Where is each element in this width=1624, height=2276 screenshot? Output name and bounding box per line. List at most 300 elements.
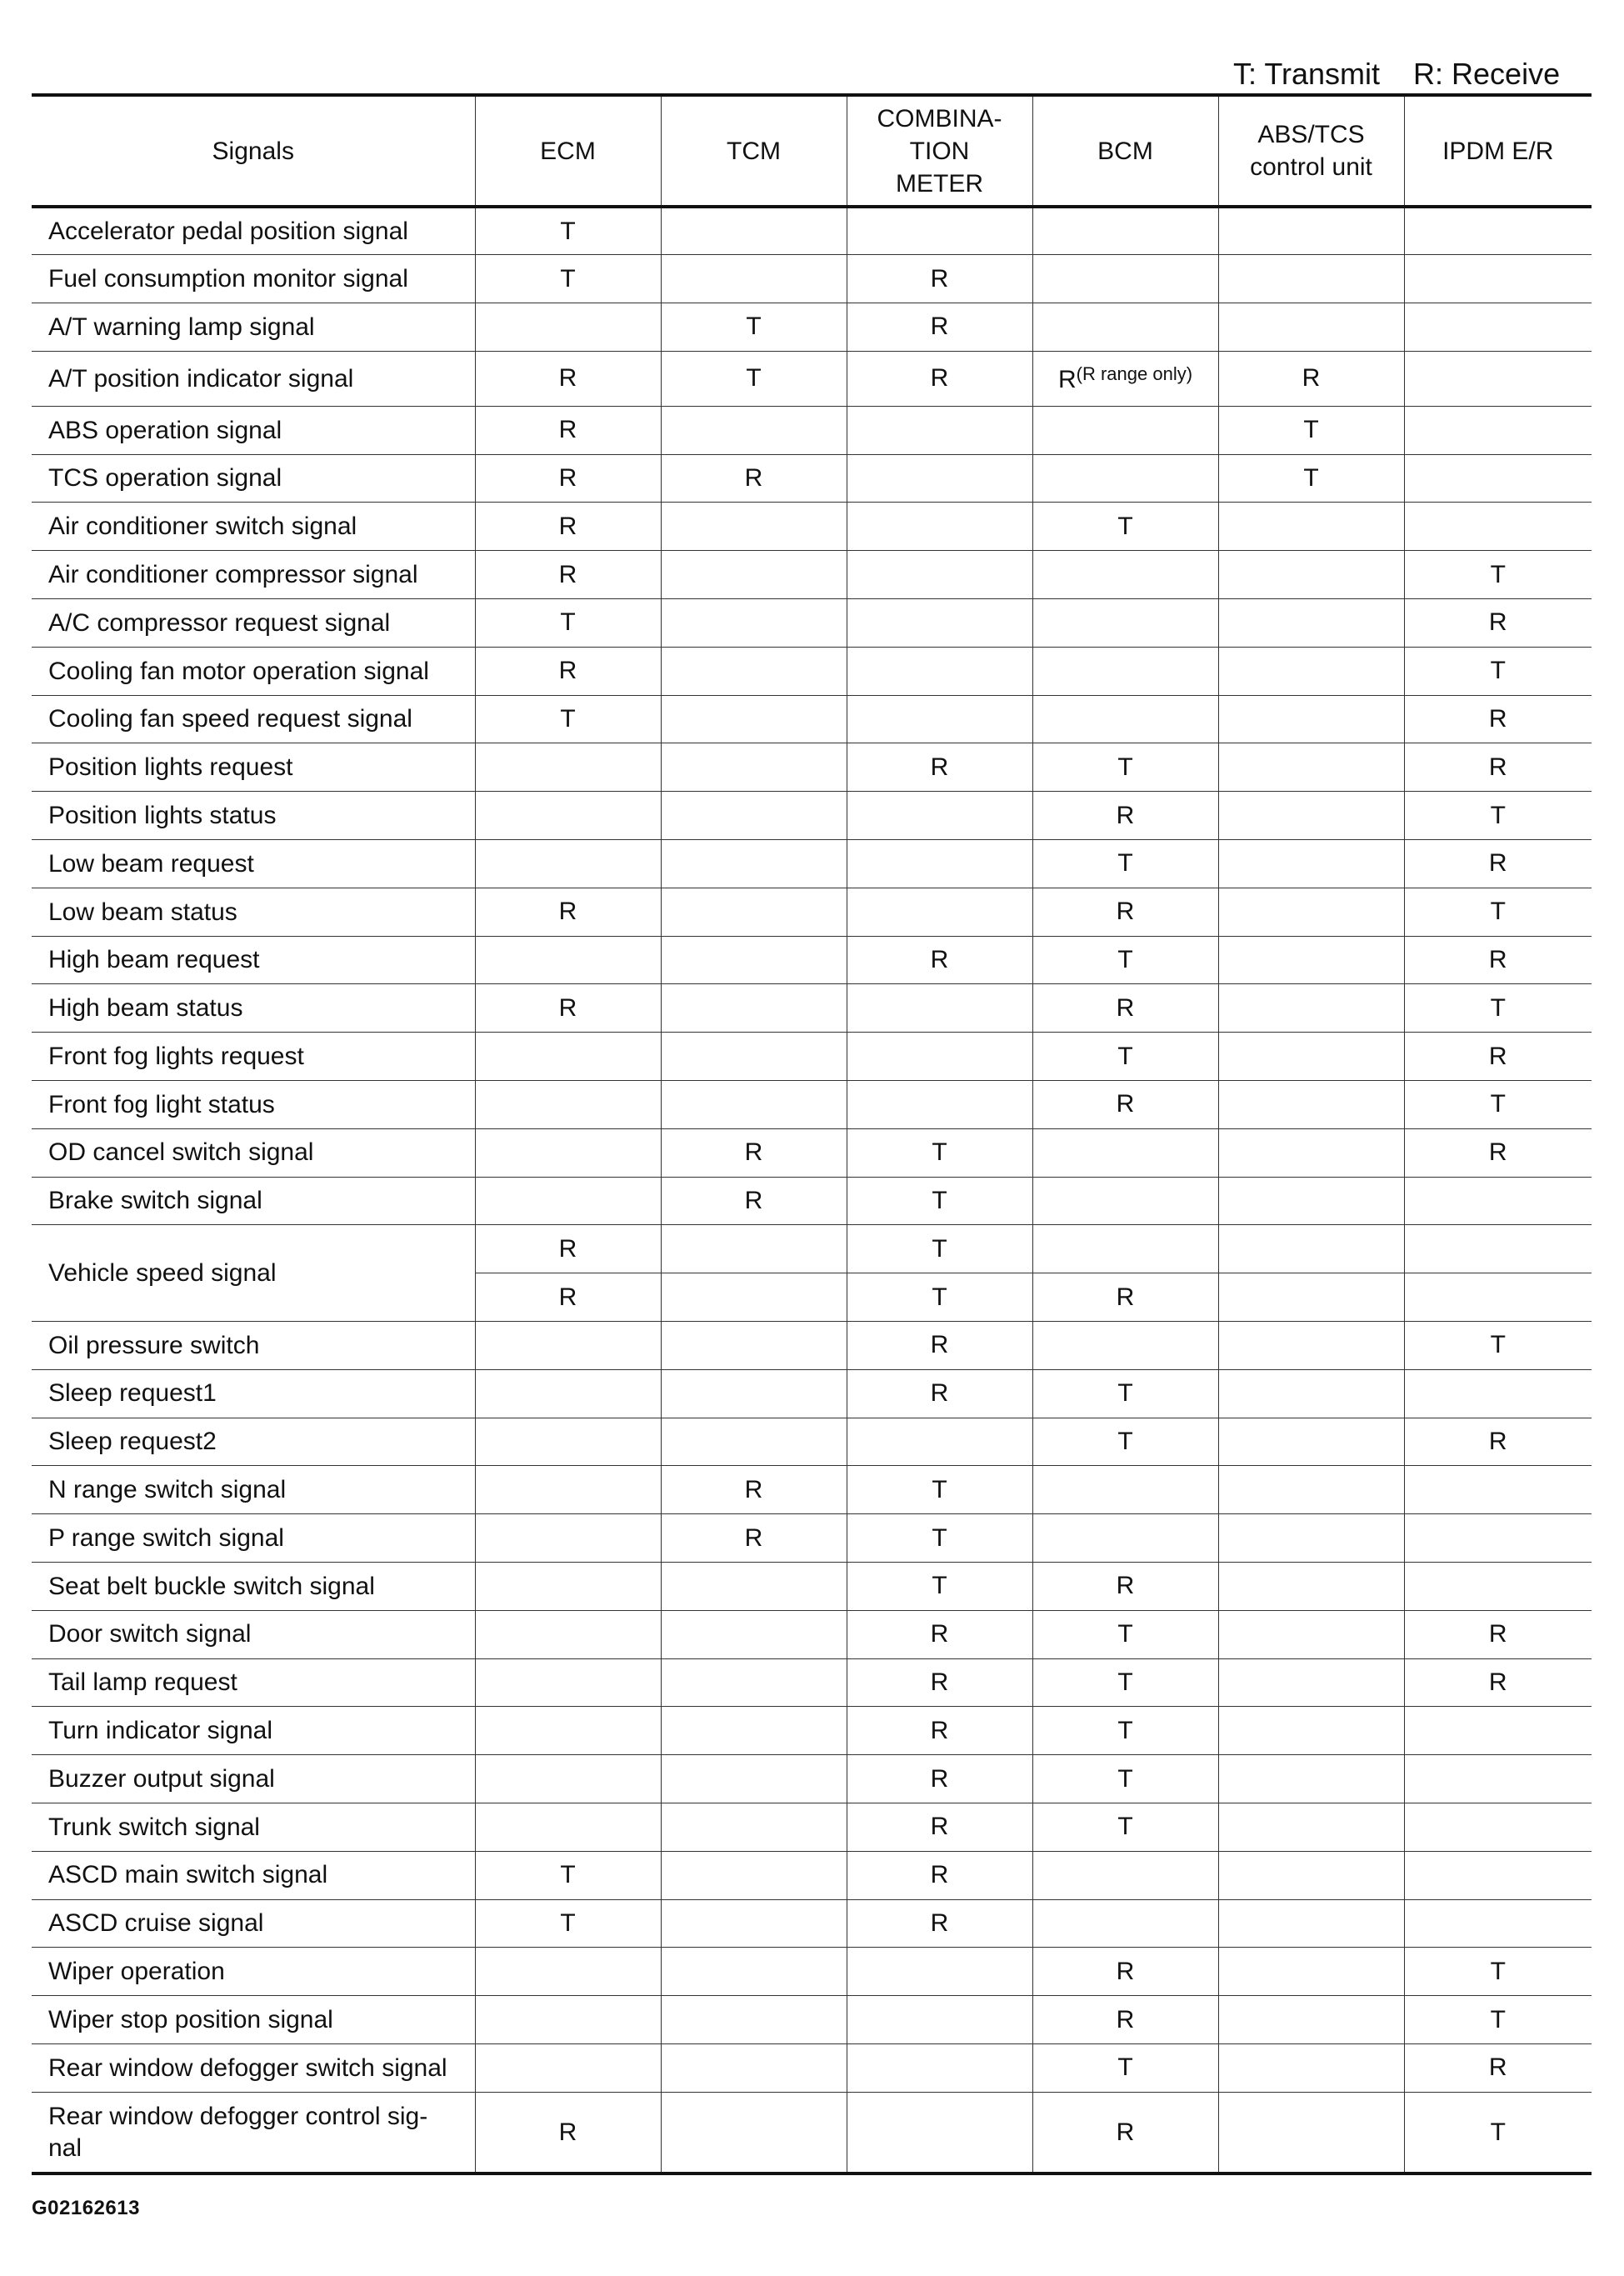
table-row xyxy=(32,647,1592,695)
signal-cell xyxy=(847,207,1032,255)
signal-cell xyxy=(475,840,661,888)
signal-cell xyxy=(1218,351,1404,406)
signal-cell xyxy=(475,1851,661,1899)
signal-name xyxy=(32,888,475,936)
signal-cell xyxy=(1032,1563,1218,1611)
signal-cell xyxy=(1404,255,1592,303)
signal-direction: R xyxy=(930,264,949,293)
signal-direction: T xyxy=(1490,1090,1506,1118)
signal-cell xyxy=(1032,743,1218,792)
signal-cell xyxy=(1032,255,1218,303)
signal-cell xyxy=(1218,1128,1404,1177)
table-row xyxy=(32,1177,1592,1225)
signal-cell xyxy=(1032,303,1218,352)
header-unit xyxy=(1218,95,1404,207)
signal-cell xyxy=(847,303,1032,352)
table-row xyxy=(32,1899,1592,1948)
signal-name xyxy=(32,1948,475,1996)
signal-direction: R xyxy=(1488,705,1507,733)
signal-direction: R xyxy=(1116,1572,1135,1600)
signal-cell xyxy=(661,1996,847,2044)
table-row xyxy=(32,1081,1592,1129)
signal-cell xyxy=(475,1514,661,1563)
signal-cell xyxy=(661,1033,847,1081)
signal-name-line: High beam status xyxy=(48,994,243,1023)
signal-cell xyxy=(847,792,1032,840)
header-unit-line: BCM xyxy=(1097,137,1153,165)
signal-name xyxy=(32,792,475,840)
signal-name-line: Wiper operation xyxy=(48,1958,225,1986)
signal-cell xyxy=(1218,454,1404,503)
signal-name xyxy=(32,1369,475,1418)
signal-cell xyxy=(1404,1610,1592,1658)
signal-name xyxy=(32,1466,475,1514)
table-row xyxy=(32,1225,1592,1273)
signal-name xyxy=(32,1803,475,1852)
signal-cell xyxy=(1404,1273,1592,1322)
signal-cell xyxy=(661,1514,847,1563)
signal-direction: T xyxy=(560,705,576,733)
signal-direction: R xyxy=(558,1234,577,1263)
signal-cell xyxy=(475,647,661,695)
signal-name xyxy=(32,406,475,454)
signal-cell xyxy=(1404,888,1592,936)
signal-cell xyxy=(847,1466,1032,1514)
signal-cell xyxy=(661,840,847,888)
signal-name xyxy=(32,1081,475,1129)
signal-cell xyxy=(1032,647,1218,695)
signal-cell xyxy=(847,1128,1032,1177)
signal-direction: R xyxy=(930,753,949,781)
signal-cell xyxy=(661,207,847,255)
signal-cell xyxy=(1032,1996,1218,2044)
signal-cell xyxy=(475,2043,661,2092)
signal-name xyxy=(32,1996,475,2044)
signal-cell xyxy=(661,1658,847,1707)
signal-cell xyxy=(475,1466,661,1514)
signal-cell xyxy=(1404,1948,1592,1996)
signal-cell xyxy=(847,454,1032,503)
signal-direction: R xyxy=(1488,753,1507,781)
signal-name-line: OD cancel switch signal xyxy=(48,1138,314,1167)
signal-cell xyxy=(1032,1322,1218,1370)
signal-direction: R xyxy=(558,512,577,540)
signal-cell xyxy=(661,1369,847,1418)
signal-cell xyxy=(475,406,661,454)
signal-cell xyxy=(661,1081,847,1129)
signal-direction: R xyxy=(1116,801,1135,829)
signal-cell xyxy=(661,647,847,695)
signal-direction: T xyxy=(932,1234,947,1263)
signal-note: (R range only) xyxy=(1076,363,1193,384)
signal-direction: T xyxy=(1117,1764,1133,1793)
signal-cell xyxy=(475,743,661,792)
signal-cell xyxy=(847,1803,1032,1852)
signal-cell xyxy=(1218,1948,1404,1996)
signal-name xyxy=(32,1851,475,1899)
signal-direction: T xyxy=(746,364,762,393)
signal-direction: R xyxy=(744,1138,763,1167)
signal-direction: R xyxy=(930,1620,949,1648)
signal-direction: R xyxy=(1116,1090,1135,1118)
signal-direction: R xyxy=(1488,1138,1507,1167)
signal-cell xyxy=(1404,1803,1592,1852)
header-unit-line: METER xyxy=(896,169,983,198)
signal-cell xyxy=(1218,2092,1404,2173)
signal-cell xyxy=(847,647,1032,695)
table-row xyxy=(32,551,1592,599)
signal-cell xyxy=(847,1851,1032,1899)
signal-name xyxy=(32,695,475,743)
signal-name-line: Position lights status xyxy=(48,801,277,829)
table-row xyxy=(32,303,1592,352)
signal-direction: R xyxy=(558,1283,577,1311)
signal-cell xyxy=(661,2043,847,2092)
table-row xyxy=(32,406,1592,454)
signal-cell xyxy=(475,599,661,648)
header-unit-line: TION xyxy=(909,137,970,165)
signal-name-line: Cooling fan speed request signal xyxy=(48,705,412,733)
signal-direction: R xyxy=(558,898,577,926)
signal-direction: T xyxy=(1117,1379,1133,1408)
signal-name-line: TCS operation signal xyxy=(48,464,282,493)
signal-direction: R xyxy=(1488,946,1507,974)
header-signals: Signals xyxy=(32,95,475,207)
signal-cell xyxy=(1404,1033,1592,1081)
signal-name-line: Front fog lights request xyxy=(48,1042,304,1070)
signal-name-line: Rear window defogger control sig- xyxy=(48,2103,428,2131)
signal-cell xyxy=(847,1755,1032,1803)
signal-cell xyxy=(1404,207,1592,255)
signal-cell xyxy=(1404,1369,1592,1418)
signal-cell xyxy=(1404,1851,1592,1899)
signal-cell xyxy=(475,695,661,743)
signal-name xyxy=(32,1563,475,1611)
signal-cell xyxy=(847,1225,1032,1273)
signal-direction: R xyxy=(930,1861,949,1889)
signal-cell xyxy=(1404,1707,1592,1755)
signal-cell xyxy=(475,255,661,303)
signal-cell xyxy=(475,551,661,599)
signal-name-line: P range switch signal xyxy=(48,1523,284,1552)
signal-cell xyxy=(1032,1466,1218,1514)
signal-cell xyxy=(1404,936,1592,984)
signal-cell xyxy=(475,1658,661,1707)
signal-direction: R xyxy=(1488,2053,1507,2082)
signal-cell xyxy=(1032,1369,1218,1418)
signal-cell xyxy=(1032,1177,1218,1225)
signal-direction: R xyxy=(744,1187,763,1215)
signal-name-line: Tail lamp request xyxy=(48,1668,237,1697)
signal-cell xyxy=(1218,551,1404,599)
signal-cell xyxy=(1404,1755,1592,1803)
signal-cell xyxy=(661,599,847,648)
signal-cell xyxy=(847,1948,1032,1996)
signal-direction: R xyxy=(1488,1428,1507,1456)
signal-cell xyxy=(1218,303,1404,352)
signal-cell xyxy=(1218,1466,1404,1514)
signal-cell xyxy=(1404,1177,1592,1225)
signal-cell xyxy=(1032,1418,1218,1466)
signal-cell xyxy=(661,743,847,792)
signal-name xyxy=(32,303,475,352)
signal-cell xyxy=(1404,1899,1592,1948)
signal-name xyxy=(32,503,475,551)
signal-direction: R xyxy=(930,1716,949,1744)
table-row xyxy=(32,255,1592,303)
signal-cell xyxy=(847,743,1032,792)
signal-direction: R xyxy=(1302,364,1321,393)
signal-cell xyxy=(847,255,1032,303)
signal-direction: R xyxy=(930,364,949,393)
signal-direction: R xyxy=(1116,2118,1135,2146)
signal-cell xyxy=(1218,1899,1404,1948)
table-row xyxy=(32,936,1592,984)
signal-direction: T xyxy=(1490,657,1506,685)
signal-cell xyxy=(1218,1851,1404,1899)
signal-cell xyxy=(475,1225,661,1273)
table-row xyxy=(32,1948,1592,1996)
signal-cell xyxy=(847,551,1032,599)
signal-cell xyxy=(661,1225,847,1273)
signal-cell xyxy=(1032,2043,1218,2092)
signal-cell xyxy=(1404,840,1592,888)
signal-cell xyxy=(847,1369,1032,1418)
signal-cell xyxy=(847,1996,1032,2044)
signal-cell xyxy=(1032,1514,1218,1563)
signal-cell xyxy=(847,695,1032,743)
signal-cell xyxy=(1218,1225,1404,1273)
signal-direction: R xyxy=(930,1813,949,1841)
signal-cell xyxy=(475,1033,661,1081)
signal-direction: T xyxy=(932,1187,947,1215)
table-row xyxy=(32,351,1592,406)
signal-direction: R xyxy=(1488,849,1507,878)
table-row xyxy=(32,840,1592,888)
signal-cell xyxy=(475,1899,661,1948)
signal-cell xyxy=(847,888,1032,936)
signal-cell xyxy=(661,1273,847,1322)
table-row xyxy=(32,1563,1592,1611)
signal-cell xyxy=(661,984,847,1033)
signal-cell xyxy=(847,351,1032,406)
signal-name xyxy=(32,936,475,984)
signal-cell xyxy=(1218,1563,1404,1611)
signal-cell xyxy=(661,1322,847,1370)
signal-cell xyxy=(661,406,847,454)
signal-direction: T xyxy=(1117,849,1133,878)
signal-cell xyxy=(847,2092,1032,2173)
signal-direction: T xyxy=(1117,512,1133,540)
signal-cell xyxy=(661,454,847,503)
signal-direction: T xyxy=(560,264,576,293)
signal-cell xyxy=(475,1803,661,1852)
signal-direction: T xyxy=(1303,416,1319,444)
signal-cell xyxy=(1218,2043,1404,2092)
signal-direction: T xyxy=(1117,1428,1133,1456)
legend xyxy=(1233,57,1583,93)
signal-cell xyxy=(1032,1755,1218,1803)
signal-cell xyxy=(475,351,661,406)
signal-direction: R xyxy=(930,1668,949,1696)
signal-cell xyxy=(847,1514,1032,1563)
signal-cell xyxy=(661,1610,847,1658)
signal-name-line: Accelerator pedal position signal xyxy=(48,217,408,245)
signal-direction: T xyxy=(1303,464,1319,493)
signal-cell xyxy=(661,1177,847,1225)
signal-name xyxy=(32,351,475,406)
signal-name-line: Turn indicator signal xyxy=(48,1717,273,1745)
table-row xyxy=(32,1466,1592,1514)
signal-name xyxy=(32,1658,475,1707)
table-body xyxy=(32,207,1592,2173)
signal-cell xyxy=(1218,1658,1404,1707)
signal-name-line: Rear window defogger switch signal xyxy=(48,2053,447,2082)
signal-cell xyxy=(1032,454,1218,503)
signal-direction: R xyxy=(744,1475,763,1503)
signal-cell xyxy=(1404,647,1592,695)
header-unit-line: IPDM E/R xyxy=(1442,137,1554,165)
signal-direction: T xyxy=(1490,560,1506,588)
signal-name-line: A/C compressor request signal xyxy=(48,608,391,637)
signal-cell xyxy=(661,1563,847,1611)
table-row xyxy=(32,1418,1592,1466)
signal-name-line: Trunk switch signal xyxy=(48,1813,260,1841)
signal-direction: R xyxy=(1488,1042,1507,1070)
signal-cell xyxy=(847,406,1032,454)
signal-direction: T xyxy=(560,1861,576,1889)
signal-cell xyxy=(847,1177,1032,1225)
signal-cell xyxy=(1032,207,1218,255)
signal-cell xyxy=(847,2043,1032,2092)
signal-direction: R xyxy=(930,1764,949,1793)
signal-direction: R xyxy=(558,657,577,685)
signal-cell xyxy=(661,1851,847,1899)
signal-cell xyxy=(475,1707,661,1755)
signal-cell xyxy=(1404,743,1592,792)
signal-cell xyxy=(1404,351,1592,406)
signal-cell xyxy=(475,936,661,984)
signal-cell xyxy=(661,1803,847,1852)
signal-name-line: Brake switch signal xyxy=(48,1187,262,1215)
signal-cell xyxy=(661,1418,847,1466)
signal-name-line: Sleep request2 xyxy=(48,1428,217,1456)
signal-cell xyxy=(1218,1322,1404,1370)
signal-cell xyxy=(475,1610,661,1658)
signal-name xyxy=(32,1177,475,1225)
figure-id: G02162613 xyxy=(32,2197,140,2219)
signal-cell xyxy=(475,1948,661,1996)
signal-cell xyxy=(1404,454,1592,503)
header-unit xyxy=(1032,95,1218,207)
signal-name xyxy=(32,255,475,303)
signal-cell xyxy=(1032,792,1218,840)
signal-name xyxy=(32,2092,475,2173)
header-unit-line: COMBINA- xyxy=(877,104,1002,133)
signal-name-line: Low beam request xyxy=(48,849,254,878)
signal-direction: T xyxy=(560,1908,576,1937)
signal-name-line: A/T position indicator signal xyxy=(48,364,354,393)
signal-cell xyxy=(1218,1273,1404,1322)
signal-cell xyxy=(475,1369,661,1418)
signal-direction: R xyxy=(1116,1283,1135,1311)
table-header xyxy=(32,95,1592,207)
signal-cell xyxy=(1032,936,1218,984)
signal-direction: R xyxy=(930,1908,949,1937)
signal-cell xyxy=(847,1707,1032,1755)
signal-name xyxy=(32,1707,475,1755)
header-unit-line: ECM xyxy=(540,137,596,165)
signal-cell xyxy=(1032,351,1218,406)
signal-direction: T xyxy=(932,1475,947,1503)
table-row xyxy=(32,2092,1592,2173)
signal-name xyxy=(32,1610,475,1658)
signal-cell xyxy=(1032,840,1218,888)
signal-name-line: nal xyxy=(48,2133,82,2162)
signal-cell xyxy=(1032,2092,1218,2173)
signal-name xyxy=(32,984,475,1033)
signal-cell xyxy=(475,207,661,255)
signal-name-line: Seat belt buckle switch signal xyxy=(48,1572,375,1600)
signal-cell xyxy=(1404,1081,1592,1129)
signal-name-line: ABS operation signal xyxy=(48,416,282,444)
signal-cell xyxy=(1404,503,1592,551)
signal-cell xyxy=(1404,303,1592,352)
signal-name xyxy=(32,1514,475,1563)
signal-name-line: Vehicle speed signal xyxy=(48,1258,277,1287)
signal-cell xyxy=(1218,1755,1404,1803)
signal-cell xyxy=(1032,503,1218,551)
table-row xyxy=(32,2043,1592,2092)
table-row xyxy=(32,984,1592,1033)
signal-cell xyxy=(1032,1899,1218,1948)
legend-receive: R: Receive xyxy=(1413,57,1561,91)
signal-direction: R xyxy=(1116,2005,1135,2033)
signal-cell xyxy=(1032,599,1218,648)
signal-direction: R xyxy=(1116,898,1135,926)
signal-cell xyxy=(475,1755,661,1803)
signal-name-line: Door switch signal xyxy=(48,1620,252,1648)
signal-cell xyxy=(1218,695,1404,743)
signal-name xyxy=(32,743,475,792)
signal-direction: R xyxy=(558,464,577,493)
signal-cell xyxy=(1218,406,1404,454)
signal-cell xyxy=(1218,792,1404,840)
signal-cell xyxy=(1218,1033,1404,1081)
signal-name xyxy=(32,1225,475,1322)
signal-name xyxy=(32,840,475,888)
signal-direction: T xyxy=(1490,1331,1506,1359)
signal-cell xyxy=(475,1081,661,1129)
table-row xyxy=(32,1851,1592,1899)
header-unit-line: TCM xyxy=(727,137,781,165)
signal-direction: R xyxy=(558,364,577,393)
signal-direction: R xyxy=(930,313,949,341)
signal-cell xyxy=(1032,1225,1218,1273)
signal-name xyxy=(32,1322,475,1370)
signal-direction: T xyxy=(1117,1042,1133,1070)
signal-cell xyxy=(1218,1996,1404,2044)
table-row xyxy=(32,503,1592,551)
signal-cell xyxy=(1404,1466,1592,1514)
signal-cell xyxy=(1218,1707,1404,1755)
signal-direction: R xyxy=(1116,993,1135,1022)
signal-cell xyxy=(1032,551,1218,599)
signal-cell xyxy=(475,2092,661,2173)
table-row xyxy=(32,599,1592,648)
signal-name xyxy=(32,599,475,648)
signal-cell xyxy=(1404,1418,1592,1466)
